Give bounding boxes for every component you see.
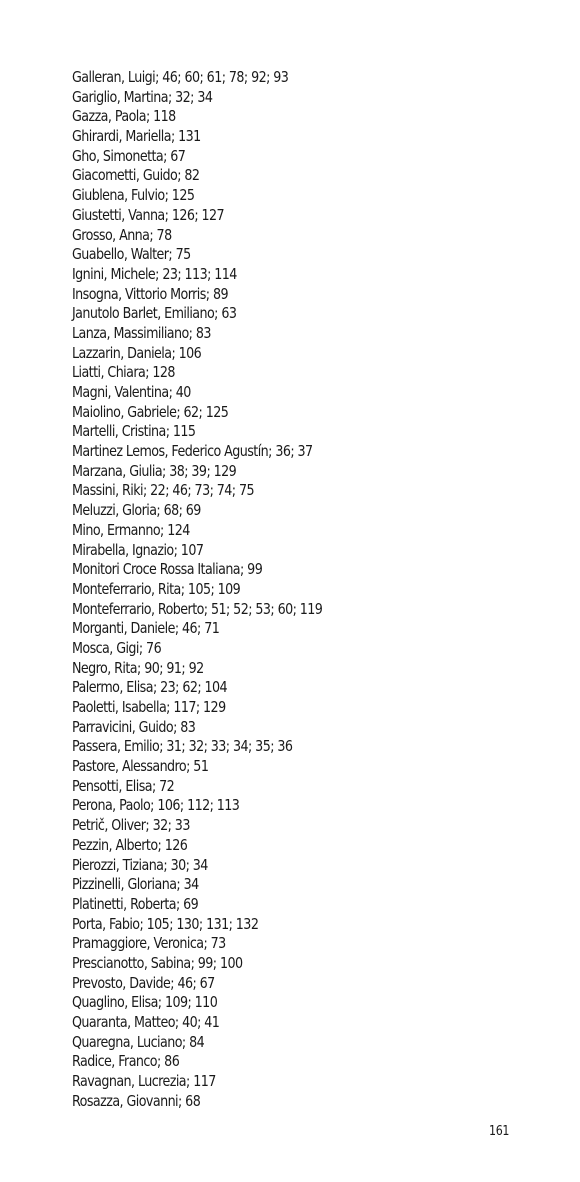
index-entry: Giublena, Fulvio; 125 <box>72 186 195 205</box>
index-entry: Insogna, Vittorio Morris; 89 <box>72 284 229 303</box>
index-entry: Negro, Rita; 90; 91; 92 <box>72 658 204 677</box>
index-entry: Pizzinelli, Gloriana; 34 <box>72 875 199 894</box>
index-entry: Lazzarin, Daniela; 106 <box>72 343 202 362</box>
index-entry: Morganti, Daniele; 46; 71 <box>72 619 220 638</box>
index-entry: Lanza, Massimiliano; 83 <box>72 323 211 342</box>
index-entry: Radice, Franco; 86 <box>72 1052 180 1071</box>
index-entry: Paoletti, Isabella; 117; 129 <box>72 698 226 716</box>
index-entry: Perona, Paolo; 106; 112; 113 <box>72 796 240 815</box>
index-entry: Ghirardi, Mariella; 131 <box>72 127 201 146</box>
index-entry: Martinez Lemos, Federico Agustín; 36; 37 <box>72 442 313 461</box>
index-entry: Meluzzi, Gloria; 68; 69 <box>72 501 201 520</box>
index-entry: Massini, Riki; 22; 46; 73; 74; 75 <box>72 481 254 500</box>
index-entry: Mino, Ermanno; 124 <box>72 520 190 539</box>
index-entry: Quaregna, Luciano; 84 <box>72 1032 205 1051</box>
index-entry: Gariglio, Martina; 32; 34 <box>72 87 213 106</box>
index-entry: Pezzin, Alberto; 126 <box>72 835 188 854</box>
index-entry: Liatti, Chiara; 128 <box>72 363 175 382</box>
index-entry: Pramaggiore, Veronica; 73 <box>72 934 226 953</box>
index-entry: Prescianotto, Sabina; 99; 100 <box>72 953 243 972</box>
index-entry: Pastore, Alessandro; 51 <box>72 757 209 776</box>
index-entry: Monteferrario, Rita; 105; 109 <box>72 579 241 598</box>
name-index-list <box>72 68 377 1111</box>
index-entry: Monitori Croce Rossa Italiana; 99 <box>72 560 263 579</box>
index-entry: Guabello, Walter; 75 <box>72 245 191 264</box>
index-entry: Giacometti, Guido; 82 <box>72 166 200 185</box>
index-entry: Galleran, Luigi; 46; 60; 61; 78; 92; 93 <box>72 68 289 86</box>
index-entry: Monteferrario, Roberto; 51; 52; 53; 60; 119 <box>72 599 323 618</box>
index-entry: Porta, Fabio; 105; 130; 131; 132 <box>72 914 259 933</box>
index-entry: Rosazza, Giovanni; 68 <box>72 1091 201 1110</box>
page-number: 161 <box>489 1124 510 1139</box>
index-entry: Maiolino, Gabriele; 62; 125 <box>72 402 229 421</box>
index-entry: Ravagnan, Lucrezia; 117 <box>72 1072 216 1091</box>
index-entry: Giustetti, Vanna; 126; 127 <box>72 205 225 224</box>
index-entry: Petrič, Oliver; 32; 33 <box>72 816 190 835</box>
index-entry: Prevosto, Davide; 46; 67 <box>72 973 215 992</box>
index-entry: Grosso, Anna; 78 <box>72 225 172 244</box>
index-entry: Pensotti, Elisa; 72 <box>72 776 175 795</box>
index-entry: Mirabella, Ignazio; 107 <box>72 540 204 559</box>
index-entry: Marzana, Giulia; 38; 39; 129 <box>72 461 237 480</box>
index-entry: Ignini, Michele; 23; 113; 114 <box>72 264 237 283</box>
index-entry: Janutolo Barlet, Emiliano; 63 <box>72 304 237 323</box>
index-entry: Pierozzi, Tiziana; 30; 34 <box>72 855 208 874</box>
index-entry: Martelli, Cristina; 115 <box>72 422 196 441</box>
index-entry: Gazza, Paola; 118 <box>72 107 176 126</box>
index-entry: Mosca, Gigi; 76 <box>72 638 162 657</box>
index-entry: Parravicini, Guido; 83 <box>72 717 196 736</box>
index-entry: Quaranta, Matteo; 40; 41 <box>72 1013 220 1031</box>
index-entry: Palermo, Elisa; 23; 62; 104 <box>72 678 228 697</box>
index-entry: Magni, Valentina; 40 <box>72 383 191 401</box>
index-entry: Passera, Emilio; 31; 32; 33; 34; 35; 36 <box>72 737 293 756</box>
index-entry: Platinetti, Roberta; 69 <box>72 894 199 913</box>
index-entry: Quaglino, Elisa; 109; 110 <box>72 993 218 1012</box>
index-entry: Gho, Simonetta; 67 <box>72 146 186 165</box>
